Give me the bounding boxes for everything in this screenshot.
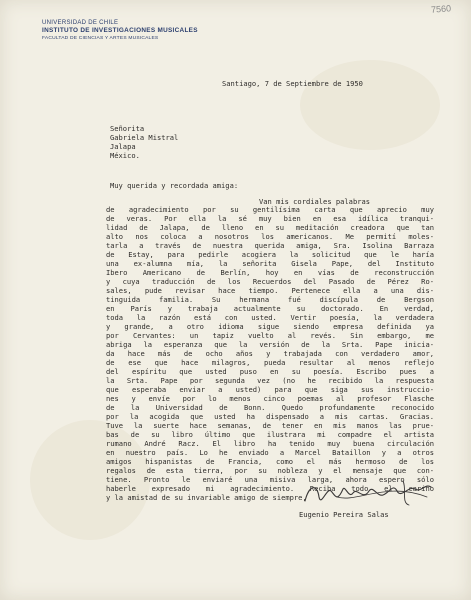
body-line: y grande, a otro idioma sigue siendo empresa definida ya [106,323,434,331]
body-line: tinguida familia. Su hermana fué discípula de Bergson [106,296,434,304]
body-line: la Srta. Pape por segunda vez (no he recibido la respuesta [106,377,434,385]
body-line: alto nos coloca a nosotros los americanos. Me permití moles- [106,233,434,241]
body-line: regalos de esta tierra, por su nobleza y el mensaje que con- [106,467,434,475]
body-line: lidad de Jalapa, de lleno en su meditación creadora que tan [106,224,434,232]
body-line: bas de su libro último que ilustrara mi compadre el artista [106,431,434,439]
body-line: y la amistad de su invariable amigo de siempre, [106,494,307,502]
body-line: de Estay, para pedirle acogiera la solicitud que le haría [106,251,434,259]
body-line: de la Universidad de Bonn. Quedo profundamente reconocido [106,404,434,412]
body-line: en nuestro país. Lo he enviado a Marcel Bataillon y a otros [106,449,434,457]
letterhead-institute: INSTITUTO DE INVESTIGACIONES MUSICALES [42,27,198,34]
body-line: Ibero Americano de Berlín, hoy en vías de reconstrucción [106,269,434,277]
body-line: de ese que hace milagros, pueda resultar al menos reflejo [106,359,434,367]
date-line: Santiago, 7 de Septiembre de 1950 [222,79,363,88]
body-line: amigos hispanistas de Francia, como el más hermoso de los [106,458,434,466]
body-line: que esperaba enviar a usted) para que siga sus instruccio- [106,386,434,394]
body-line: de veras. Por ella la sé muy bien en esa idílica tranqui- [106,215,434,223]
body-line: abriga la esperanza que la versión de la Srta. Pape inicia- [106,341,434,349]
body-line: del espíritu que usted puso en su poesía. Escribo pues a [106,368,434,376]
body-line: Tuve la suerte hace semanas, de tener en mis manos las prue- [106,422,434,430]
body-line: de agradecimiento por su gentilísima carta que aprecio muy [106,206,434,214]
body-line: haberle expresado mi agradecimiento. Reciba todo el cariño [106,485,434,493]
handwritten-signature [297,477,439,511]
salutation: Muy querida y recordada amiga: [110,181,239,190]
body-line: por la acogida que usted ha dispensado a mis cartas. Gracias. [106,413,434,421]
letterhead-faculty: FACULTAD DE CIENCIAS Y ARTES MUSICALES [42,36,159,41]
body-line: rumano André Racz. El libro ha tenido muy buena circulación [106,440,434,448]
recipient-city: Jalapa [110,142,136,151]
paper-stain [300,60,440,150]
body-line: en París y trabaja actualmente su doctorado. En verdad, [106,305,434,313]
body-line: y cuya traducción de los Recuerdos del Pasado de Pérez Ro- [106,278,434,286]
body-line: por Cervantes: un tapiz vuelto al revés. Sin embargo, me [106,332,434,340]
body-line: da hace más de ocho años y trabajada con verdadero amor, [106,350,434,358]
letterhead-university: UNIVERSIDAD DE CHILE [42,20,119,26]
body-line: una ex-alumna mía, la señorita Gisela Pape, del Instituto [106,260,434,268]
body-line: nes y envíe por lo menos cinco poemas al profesor Flasche [106,395,434,403]
signature-name: Eugenio Pereira Salas [299,510,389,519]
body-first-line: Van mis cordiales palabras [259,197,371,206]
body-line: toda la razón está con usted. Vertir poesía, la verdadera [106,314,434,322]
body-line: tarla a través de nuestra querida amiga, Sra. Isolina Barraza [106,242,434,250]
body-line: sales, pude revisar hace tiempo. Pertenece ella a una dis- [106,287,434,295]
body-line: tiene. Pronto le enviaré una misiva larga, ahora espero sólo [106,476,434,484]
recipient-country: México. [110,151,140,160]
archive-number: 7560 [430,3,452,15]
recipient-name: Gabriela Mistral [110,133,179,142]
recipient-title: Señorita [110,124,145,133]
letterhead [42,19,242,43]
